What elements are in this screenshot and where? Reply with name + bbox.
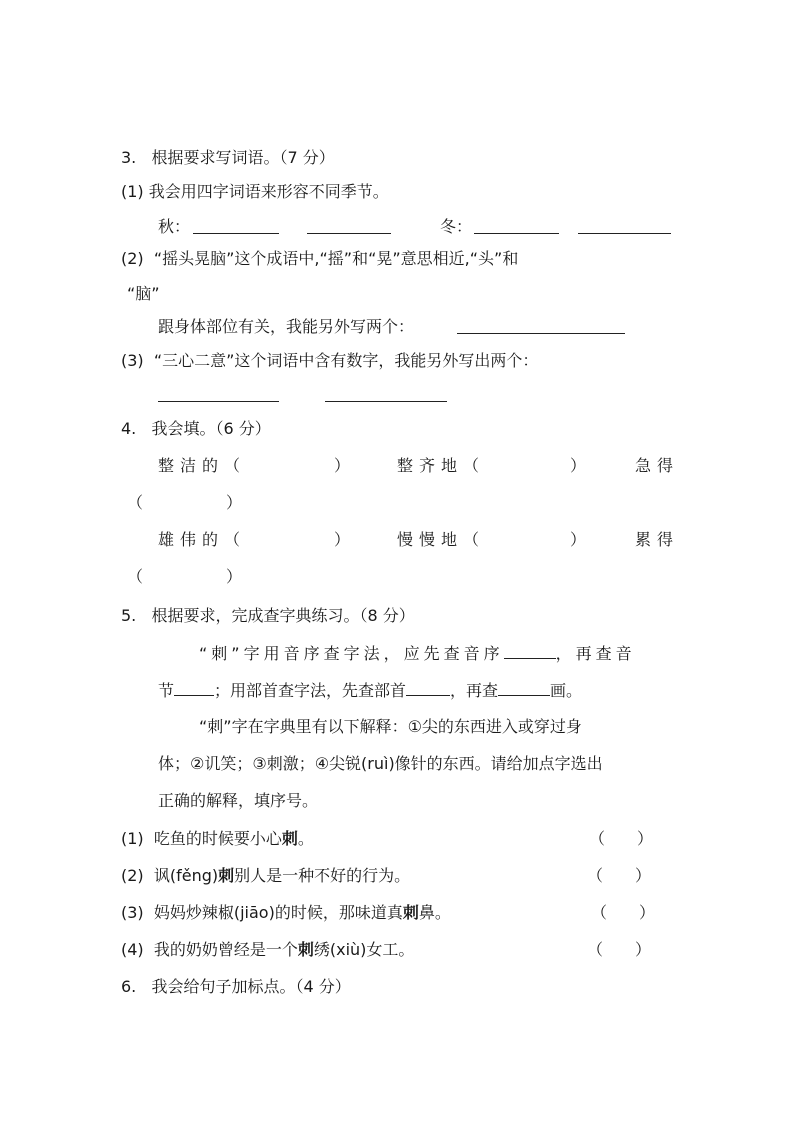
question-3-title	[121, 147, 335, 169]
answer-blank[interactable]	[325, 401, 447, 402]
answer-blank[interactable]	[498, 679, 550, 696]
answer-blank[interactable]	[158, 401, 279, 402]
answer-paren[interactable]: （ ）	[587, 940, 652, 959]
q4-word-5: 慢慢地（	[397, 530, 486, 549]
q3-item-1-autumn-label: 秋：	[158, 217, 191, 236]
q5-item-2: (2) 讽(fěng)刺别人是一种不好的行为。	[121, 866, 411, 885]
answer-paren[interactable]: （ ）	[589, 829, 654, 848]
q3-item-1-winter-label: 冬：	[440, 217, 473, 236]
fill-paren[interactable]: （	[127, 493, 144, 512]
answer-blank[interactable]	[504, 642, 556, 659]
question-number: 3.	[121, 148, 137, 167]
q3-item-3: (3) “三心二意”这个词语中含有数字，我能另外写出两个：	[121, 351, 539, 370]
q5-item-1: (1) 吃鱼的时候要小心刺。	[121, 829, 314, 848]
answer-blank[interactable]	[578, 233, 671, 234]
fill-paren[interactable]: ）	[334, 530, 351, 549]
question-4-title: 4. 我会填。（6 分）	[121, 419, 271, 438]
q5-para-1-line-2: 节 ；用部首查字法，先查部首 ，再查 画。	[158, 681, 583, 700]
answer-blank[interactable]	[406, 679, 450, 696]
q4-word-1: 整洁的（	[158, 456, 247, 475]
q5-para-2-line-2: 体；②讥笑；③刺激；④尖锐(ruì)像针的东西。请给加点字选出	[158, 754, 603, 773]
answer-blank[interactable]	[474, 233, 559, 234]
q4-word-6: 累得	[635, 530, 680, 549]
q5-para-2-line-1: “刺”字在字典里有以下解释：①尖的东西进入或穿过身	[199, 717, 582, 736]
fill-paren[interactable]: ）	[334, 456, 351, 475]
q5-item-3: (3) 妈妈炒辣椒(jiāo)的时候，那味道真刺鼻。	[121, 903, 451, 922]
q3-item-2: (2) “摇头晃脑”这个成语中,“摇”和“晃”意思相近,“头”和	[121, 249, 519, 268]
answer-paren[interactable]: （ ）	[591, 903, 656, 922]
q5-item-4: (4) 我的奶奶曾经是一个刺绣(xiù)女工。	[121, 940, 415, 959]
q4-word-2: 整齐地（	[397, 456, 486, 475]
question-5-title: 5. 根据要求，完成查字典练习。（8 分）	[121, 606, 415, 625]
fill-paren[interactable]: ）	[570, 530, 587, 549]
question-6-title: 6. 我会给句子加标点。（4 分）	[121, 977, 351, 996]
q5-para-2-line-3: 正确的解释，填序号。	[158, 791, 319, 810]
q4-word-4: 雄伟的（	[158, 530, 247, 549]
fill-paren[interactable]: ）	[226, 493, 243, 512]
answer-blank[interactable]	[174, 679, 214, 696]
q5-para-1-line-1: “刺”字用音序查字法，应先查音序 ，再查音	[199, 644, 636, 663]
question-text: 根据要求写词语。（7 分）	[151, 148, 335, 167]
answer-blank[interactable]	[307, 233, 391, 234]
q4-word-3: 急得	[635, 456, 680, 475]
answer-blank[interactable]	[193, 233, 279, 234]
answer-paren[interactable]: （ ）	[587, 866, 652, 885]
fill-paren[interactable]: （	[127, 567, 144, 586]
q3-item-2-cont: 跟身体部位有关，我能另外写两个：	[158, 317, 415, 336]
q3-item-1: (1) 我会用四字词语来形容不同季节。	[121, 182, 389, 201]
q3-item-2-wrap: “脑”	[127, 284, 160, 303]
answer-blank[interactable]	[457, 333, 625, 334]
fill-paren[interactable]: ）	[226, 567, 243, 586]
fill-paren[interactable]: ）	[570, 456, 587, 475]
